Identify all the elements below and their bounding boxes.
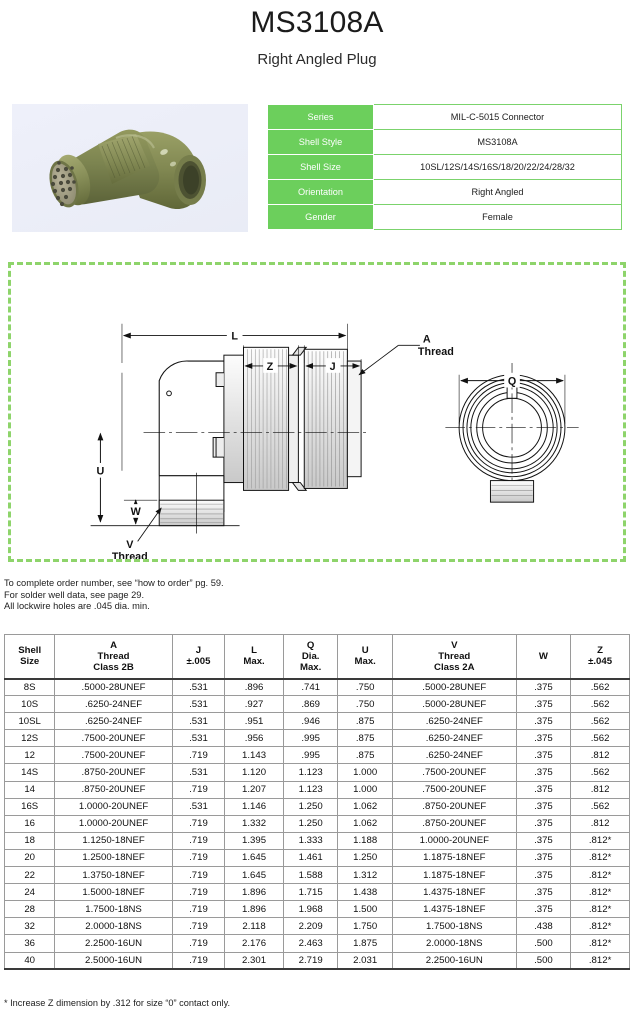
- note-line-2: For solder well data, see page 29.: [4, 589, 145, 600]
- table-row: [5, 730, 630, 747]
- cell-z: .812*: [571, 901, 630, 918]
- cell-u: 1.062: [338, 815, 393, 832]
- spec-label-orientation: Orientation: [268, 180, 374, 205]
- cell-w: .375: [516, 798, 571, 815]
- spec-row-orientation: [268, 180, 622, 205]
- cell-u: 1.000: [338, 764, 393, 781]
- cell-q-dia: 1.588: [283, 867, 338, 884]
- table-row: [5, 849, 630, 866]
- cell-j: .719: [172, 747, 224, 764]
- table-row: [5, 696, 630, 713]
- cell-w: .375: [516, 849, 571, 866]
- cell-shell-size: 14: [5, 781, 55, 798]
- cell-q-dia: .995: [283, 730, 338, 747]
- cell-z: .812: [571, 781, 630, 798]
- cell-q-dia: 1.123: [283, 764, 338, 781]
- cell-a-thread: .8750-20UNEF: [55, 764, 172, 781]
- cell-w: .500: [516, 952, 571, 969]
- cell-v-thread: 2.2500-16UN: [392, 952, 516, 969]
- cell-z: .562: [571, 679, 630, 696]
- cell-shell-size: 22: [5, 867, 55, 884]
- cell-a-thread: .8750-20UNEF: [55, 781, 172, 798]
- cell-l: .956: [225, 730, 284, 747]
- cell-a-thread: .7500-20UNEF: [55, 747, 172, 764]
- cell-u: 1.875: [338, 935, 393, 952]
- cell-u: 1.250: [338, 849, 393, 866]
- table-row: [5, 798, 630, 815]
- cell-v-thread: .8750-20UNEF: [392, 798, 516, 815]
- cell-shell-size: 24: [5, 884, 55, 901]
- spec-value-series: MIL-C-5015 Connector: [374, 105, 622, 130]
- cell-v-thread: .7500-20UNEF: [392, 781, 516, 798]
- cell-shell-size: 14S: [5, 764, 55, 781]
- cell-q-dia: 1.715: [283, 884, 338, 901]
- cell-z: .812*: [571, 867, 630, 884]
- cell-z: .812*: [571, 918, 630, 935]
- cell-w: .375: [516, 867, 571, 884]
- cell-a-thread: 1.3750-18NEF: [55, 867, 172, 884]
- table-row: [5, 918, 630, 935]
- cell-z: .812: [571, 747, 630, 764]
- dim-label-v-thread-line2: Thread: [111, 550, 148, 559]
- cell-j: .719: [172, 815, 224, 832]
- cell-j: .719: [172, 901, 224, 918]
- cell-a-thread: .6250-24NEF: [55, 713, 172, 730]
- cell-v-thread: .6250-24NEF: [392, 747, 516, 764]
- cell-j: .719: [172, 867, 224, 884]
- cell-v-thread: .8750-20UNEF: [392, 815, 516, 832]
- connector-photo-illustration: [12, 104, 248, 232]
- cell-u: .875: [338, 747, 393, 764]
- spec-value-shell-style: MS3108A: [374, 130, 622, 155]
- col-header-shell-size: Shell Size: [5, 635, 55, 679]
- cell-q-dia: .995: [283, 747, 338, 764]
- dim-label-q: Q: [507, 375, 517, 388]
- cell-z: .812*: [571, 884, 630, 901]
- cell-l: 2.176: [225, 935, 284, 952]
- table-header-row: [5, 635, 630, 679]
- cell-v-thread: .6250-24NEF: [392, 713, 516, 730]
- cell-q-dia: 1.968: [283, 901, 338, 918]
- cell-l: 1.332: [225, 815, 284, 832]
- cell-q-dia: .946: [283, 713, 338, 730]
- cell-q-dia: 2.463: [283, 935, 338, 952]
- cell-shell-size: 8S: [5, 679, 55, 696]
- cell-u: 1.750: [338, 918, 393, 935]
- cell-w: .375: [516, 764, 571, 781]
- dimensional-drawing: [11, 265, 623, 559]
- cell-u: 2.031: [338, 952, 393, 969]
- cell-j: .719: [172, 884, 224, 901]
- cell-shell-size: 10SL: [5, 713, 55, 730]
- cell-v-thread: .6250-24NEF: [392, 730, 516, 747]
- cell-a-thread: 1.2500-18NEF: [55, 849, 172, 866]
- cell-l: .951: [225, 713, 284, 730]
- spec-value-gender: Female: [374, 205, 622, 230]
- cell-w: .375: [516, 713, 571, 730]
- cell-u: 1.312: [338, 867, 393, 884]
- cell-l: 1.207: [225, 781, 284, 798]
- dim-label-a-thread-line2: Thread: [417, 346, 454, 359]
- cell-v-thread: 1.1875-18NEF: [392, 849, 516, 866]
- spec-row-gender: [268, 205, 622, 230]
- cell-shell-size: 40: [5, 952, 55, 969]
- cell-a-thread: 1.5000-18NEF: [55, 884, 172, 901]
- spec-label-shell-style: Shell Style: [268, 130, 374, 155]
- cell-v-thread: .5000-28UNEF: [392, 679, 516, 696]
- cell-a-thread: 1.0000-20UNEF: [55, 798, 172, 815]
- cell-j: .531: [172, 696, 224, 713]
- dim-label-z: Z: [266, 360, 274, 373]
- cell-q-dia: 2.719: [283, 952, 338, 969]
- cell-w: .375: [516, 730, 571, 747]
- table-row: [5, 713, 630, 730]
- cell-q-dia: 1.123: [283, 781, 338, 798]
- dim-label-l: L: [231, 330, 238, 343]
- spec-value-shell-size: 10SL/12S/14S/16S/18/20/22/24/28/32: [374, 155, 622, 180]
- cell-a-thread: .6250-24NEF: [55, 696, 172, 713]
- cell-q-dia: 1.333: [283, 832, 338, 849]
- cell-shell-size: 12S: [5, 730, 55, 747]
- top-section: [0, 100, 634, 236]
- dimensions-table-body: [5, 679, 630, 970]
- col-header-z: Z ±.045: [571, 635, 630, 679]
- order-notes: [4, 578, 224, 613]
- cell-v-thread: 1.4375-18NEF: [392, 884, 516, 901]
- cell-a-thread: 1.0000-20UNEF: [55, 815, 172, 832]
- col-header-v-thread: V Thread Class 2A: [392, 635, 516, 679]
- cell-w: .375: [516, 696, 571, 713]
- cell-q-dia: 2.209: [283, 918, 338, 935]
- table-row: [5, 867, 630, 884]
- cell-shell-size: 32: [5, 918, 55, 935]
- dim-label-v-thread-line1: V: [126, 539, 134, 552]
- col-header-q: Q Dia. Max.: [283, 635, 338, 679]
- cell-l: .927: [225, 696, 284, 713]
- cell-z: .562: [571, 798, 630, 815]
- cell-v-thread: 1.7500-18NS: [392, 918, 516, 935]
- cell-z: .812*: [571, 952, 630, 969]
- cell-l: 2.118: [225, 918, 284, 935]
- cell-v-thread: .5000-28UNEF: [392, 696, 516, 713]
- specification-table: [267, 104, 622, 230]
- cell-v-thread: 1.0000-20UNEF: [392, 832, 516, 849]
- cell-a-thread: 1.7500-18NS: [55, 901, 172, 918]
- cell-z: .562: [571, 696, 630, 713]
- table-row: [5, 952, 630, 969]
- cell-j: .531: [172, 713, 224, 730]
- cell-q-dia: 1.250: [283, 815, 338, 832]
- cell-l: 1.395: [225, 832, 284, 849]
- cell-z: .812*: [571, 935, 630, 952]
- cell-v-thread: 1.1875-18NEF: [392, 867, 516, 884]
- cell-l: 1.896: [225, 901, 284, 918]
- cell-shell-size: 28: [5, 901, 55, 918]
- cell-a-thread: .5000-28UNEF: [55, 679, 172, 696]
- spec-row-shell-size: [268, 155, 622, 180]
- cell-j: .719: [172, 952, 224, 969]
- cell-l: 2.301: [225, 952, 284, 969]
- cell-shell-size: 10S: [5, 696, 55, 713]
- cell-j: .719: [172, 935, 224, 952]
- cell-z: .562: [571, 764, 630, 781]
- cell-z: .812: [571, 815, 630, 832]
- cell-u: 1.000: [338, 781, 393, 798]
- cell-q-dia: 1.250: [283, 798, 338, 815]
- cell-shell-size: 16S: [5, 798, 55, 815]
- cell-shell-size: 36: [5, 935, 55, 952]
- dim-label-w: W: [130, 505, 141, 518]
- table-row: [5, 901, 630, 918]
- cell-u: 1.062: [338, 798, 393, 815]
- table-row: [5, 747, 630, 764]
- product-photo: [12, 104, 248, 232]
- cell-shell-size: 16: [5, 815, 55, 832]
- cell-j: .531: [172, 798, 224, 815]
- cell-shell-size: 12: [5, 747, 55, 764]
- cell-u: .750: [338, 696, 393, 713]
- cell-j: .719: [172, 832, 224, 849]
- spec-row-series: [268, 105, 622, 130]
- spec-value-orientation: Right Angled: [374, 180, 622, 205]
- cell-z: .562: [571, 713, 630, 730]
- cell-q-dia: .741: [283, 679, 338, 696]
- dim-label-u: U: [96, 465, 105, 478]
- cell-l: 1.896: [225, 884, 284, 901]
- page-title: MS3108A: [250, 6, 384, 39]
- cell-v-thread: .7500-20UNEF: [392, 764, 516, 781]
- cell-u: 1.188: [338, 832, 393, 849]
- spec-label-shell-size: Shell Size: [268, 155, 374, 180]
- cell-u: .875: [338, 713, 393, 730]
- spec-label-series: Series: [268, 105, 374, 130]
- cell-w: .375: [516, 781, 571, 798]
- cell-j: .719: [172, 849, 224, 866]
- col-header-a-thread: A Thread Class 2B: [55, 635, 172, 679]
- cell-w: .438: [516, 918, 571, 935]
- cell-j: .719: [172, 918, 224, 935]
- dim-label-j: J: [329, 360, 336, 373]
- col-header-l: L Max.: [225, 635, 284, 679]
- table-row: [5, 832, 630, 849]
- cell-u: 1.438: [338, 884, 393, 901]
- col-header-j: J ±.005: [172, 635, 224, 679]
- note-line-1: To complete order number, see “how to order” pg. 59.: [4, 578, 224, 588]
- cell-j: .531: [172, 679, 224, 696]
- table-row: [5, 815, 630, 832]
- cell-w: .500: [516, 935, 571, 952]
- table-row: [5, 781, 630, 798]
- spec-row-shell-style: [268, 130, 622, 155]
- cell-v-thread: 1.4375-18NEF: [392, 901, 516, 918]
- cell-z: .812*: [571, 832, 630, 849]
- cell-z: .812*: [571, 849, 630, 866]
- cell-w: .375: [516, 815, 571, 832]
- cell-z: .562: [571, 730, 630, 747]
- cell-j: .719: [172, 781, 224, 798]
- cell-l: 1.645: [225, 849, 284, 866]
- table-row: [5, 764, 630, 781]
- cell-l: 1.120: [225, 764, 284, 781]
- cell-a-thread: 1.1250-18NEF: [55, 832, 172, 849]
- dim-label-a-thread-line1: A: [422, 333, 431, 346]
- cell-shell-size: 20: [5, 849, 55, 866]
- col-header-w: W: [516, 635, 571, 679]
- cell-u: .750: [338, 679, 393, 696]
- cell-w: .375: [516, 747, 571, 764]
- cell-a-thread: 2.5000-16UN: [55, 952, 172, 969]
- table-row: [5, 884, 630, 901]
- dimensional-drawing-panel: [8, 262, 626, 562]
- cell-u: .875: [338, 730, 393, 747]
- cell-l: 1.143: [225, 747, 284, 764]
- cell-j: .531: [172, 764, 224, 781]
- note-line-3: All lockwire holes are .045 dia. min.: [4, 601, 150, 612]
- table-footnote: * Increase Z dimension by .312 for size “0” contact only.: [4, 998, 231, 1008]
- cell-q-dia: .869: [283, 696, 338, 713]
- cell-j: .531: [172, 730, 224, 747]
- cell-shell-size: 18: [5, 832, 55, 849]
- cell-a-thread: 2.0000-18NS: [55, 918, 172, 935]
- spec-label-gender: Gender: [268, 205, 374, 230]
- cell-a-thread: .7500-20UNEF: [55, 730, 172, 747]
- col-header-u: U Max.: [338, 635, 393, 679]
- cell-l: 1.645: [225, 867, 284, 884]
- cell-w: .375: [516, 832, 571, 849]
- cell-l: .896: [225, 679, 284, 696]
- cell-a-thread: 2.2500-16UN: [55, 935, 172, 952]
- cell-w: .375: [516, 901, 571, 918]
- cell-w: .375: [516, 679, 571, 696]
- dimensions-table: [4, 634, 630, 970]
- page-subtitle: Right Angled Plug: [257, 51, 377, 68]
- cell-w: .375: [516, 884, 571, 901]
- cell-v-thread: 2.0000-18NS: [392, 935, 516, 952]
- cell-q-dia: 1.461: [283, 849, 338, 866]
- table-row: [5, 935, 630, 952]
- cell-l: 1.146: [225, 798, 284, 815]
- cell-u: 1.500: [338, 901, 393, 918]
- table-row: [5, 679, 630, 696]
